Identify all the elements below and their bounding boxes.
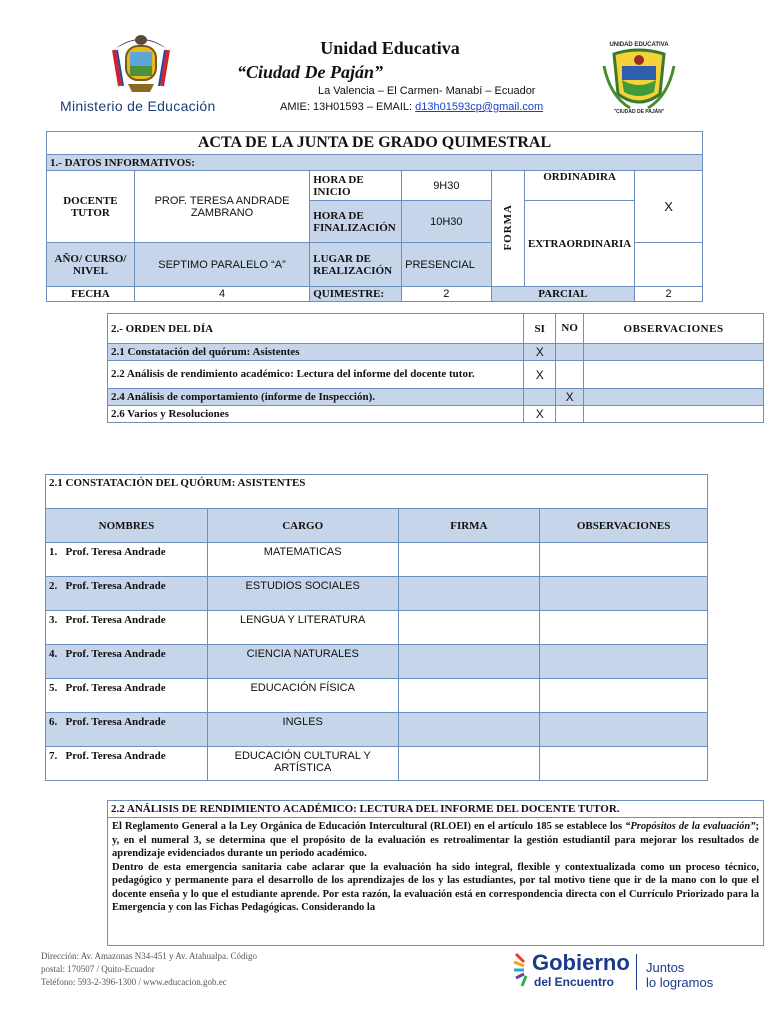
analisis-table bbox=[107, 800, 764, 946]
orden-item-si bbox=[524, 389, 556, 406]
juntos-line-1: Juntos bbox=[646, 960, 685, 975]
quorum-name: 1. Prof. Teresa Andrade bbox=[46, 543, 208, 577]
anio-value: SEPTIMO PARALELO “A” bbox=[134, 243, 309, 287]
quorum-cargo: EDUCACIÓN CULTURAL Y ARTÍSTICA bbox=[207, 747, 398, 781]
juntos-line-2: lo logramos bbox=[646, 975, 714, 990]
quorum-firma[interactable] bbox=[398, 543, 540, 577]
orden-item-observacion bbox=[584, 389, 764, 406]
hora-inicio-value: 9H30 bbox=[402, 171, 491, 201]
quorum-observacion[interactable] bbox=[540, 747, 708, 781]
col-observaciones: OBSERVACIONES bbox=[584, 314, 764, 344]
quorum-name: 2. Prof. Teresa Andrade bbox=[46, 577, 208, 611]
parcial-label: PARCIAL bbox=[491, 287, 635, 302]
quorum-name: 5. Prof. Teresa Andrade bbox=[46, 679, 208, 713]
fecha-label: FECHA bbox=[47, 287, 135, 302]
quorum-observacion[interactable] bbox=[540, 713, 708, 747]
quorum-observacion[interactable] bbox=[540, 611, 708, 645]
orden-item-si: X bbox=[524, 361, 556, 389]
quorum-cargo: EDUCACIÓN FÍSICA bbox=[207, 679, 398, 713]
footer-address bbox=[41, 950, 321, 989]
quorum-table bbox=[45, 474, 708, 781]
parcial-value: 2 bbox=[635, 287, 703, 302]
del-encuentro-word: del Encuentro bbox=[534, 975, 615, 989]
section-datos-title: 1.- DATOS INFORMATIVOS: bbox=[47, 155, 703, 171]
quorum-row bbox=[46, 679, 708, 713]
school-title: Unidad Educativa bbox=[320, 38, 460, 58]
logo-divider bbox=[636, 954, 637, 990]
footer-line-2: postal: 170507 / Quito-Ecuador bbox=[41, 964, 155, 974]
emblem-text-bottom: "CIUDAD DE PAJÁN" bbox=[613, 109, 665, 115]
hora-fin-label: HORA DE FINALIZACIÓN bbox=[310, 201, 402, 243]
quorum-firma[interactable] bbox=[398, 747, 540, 781]
footer-line-1: Dirección: Av. Amazonas N34-451 y Av. Atahualpa. Código bbox=[41, 951, 257, 961]
hora-inicio-label: HORA DE INICIO bbox=[310, 171, 402, 201]
lugar-value: PRESENCIAL bbox=[402, 243, 491, 287]
anio-label: AÑO/ CURSO/ NIVEL bbox=[47, 243, 135, 287]
quorum-cargo: INGLES bbox=[207, 713, 398, 747]
hora-fin-value: 10H30 bbox=[402, 201, 491, 243]
quorum-header-cell: OBSERVACIONES bbox=[540, 509, 708, 543]
quorum-cargo: LENGUA Y LITERATURA bbox=[207, 611, 398, 645]
col-si: SI bbox=[524, 314, 556, 344]
analisis-p2: Dentro de esta emergencia sanitaria cabe aclarar que la evaluación ha sido integral, flexible y contextualizada como un proceso técnico, pedagógico y permanente para el desarrollo de los aprendizajes de los y las estudiantes, por tal motivo tiene que ir de la mano con lo que el docente enseña y lo que el estudiante aprende. Por esta razón, la evaluación está en correspondencia directa con el Currículo Priorizado para la Emergencia y con las Fichas Pedagógicas. Considerando la bbox=[112, 861, 759, 913]
quorum-observacion[interactable] bbox=[540, 577, 708, 611]
quorum-row bbox=[46, 611, 708, 645]
orden-item-si: X bbox=[524, 344, 556, 361]
quorum-observacion[interactable] bbox=[540, 543, 708, 577]
gobierno-logo bbox=[512, 940, 727, 996]
analisis-p1-start: El Reglamento General a la Ley Orgánica de Educación Intercultural (RLOEI) en el artículo 185 se establece los bbox=[112, 821, 626, 832]
extraordinaria-label: EXTRAORDINARIA bbox=[524, 201, 634, 287]
orden-row bbox=[108, 344, 764, 361]
school-emblem-icon bbox=[600, 36, 678, 116]
analisis-p1-emphasis: “Propósitos de la evaluación” bbox=[625, 821, 756, 832]
orden-item-text: 2.4 Análisis de comportamiento (informe de Inspección). bbox=[108, 389, 524, 406]
quimestre-label: QUIMESTRE: bbox=[310, 287, 402, 302]
quorum-observacion[interactable] bbox=[540, 645, 708, 679]
analisis-body bbox=[108, 818, 764, 946]
quorum-observacion[interactable] bbox=[540, 679, 708, 713]
lugar-label: LUGAR DE REALIZACIÓN bbox=[310, 243, 402, 287]
orden-item-no bbox=[556, 361, 584, 389]
quorum-row bbox=[46, 645, 708, 679]
orden-item-si: X bbox=[524, 406, 556, 423]
orden-item-no: X bbox=[556, 389, 584, 406]
school-name: “Ciudad De Paján” bbox=[236, 62, 383, 82]
orden-item-observacion bbox=[584, 344, 764, 361]
quorum-name: 4. Prof. Teresa Andrade bbox=[46, 645, 208, 679]
quorum-header-cell: CARGO bbox=[207, 509, 398, 543]
orden-title: 2.- ORDEN DEL DÍA bbox=[108, 314, 524, 344]
orden-item-text: 2.2 Análisis de rendimiento académico: Lectura del informe del docente tutor. bbox=[108, 361, 524, 389]
col-no: NO bbox=[556, 314, 584, 344]
quorum-row bbox=[46, 713, 708, 747]
quorum-header-cell: FIRMA bbox=[398, 509, 540, 543]
analisis-title: 2.2 ANÁLISIS DE RENDIMIENTO ACADÉMICO: LECTURA DEL INFORME DEL DOCENTE TUTOR. bbox=[108, 801, 764, 818]
email-link[interactable]: d13h01593cp@gmail.com bbox=[415, 101, 544, 113]
orden-del-dia-table bbox=[107, 313, 764, 423]
orden-item-text: 2.1 Constatación del quórum: Asistentes bbox=[108, 344, 524, 361]
quorum-cargo: ESTUDIOS SOCIALES bbox=[207, 577, 398, 611]
docente-label: DOCENTE TUTOR bbox=[47, 171, 135, 243]
quorum-firma[interactable] bbox=[398, 611, 540, 645]
quorum-firma[interactable] bbox=[398, 713, 540, 747]
quorum-row bbox=[46, 577, 708, 611]
forma-label: FORMA bbox=[501, 203, 514, 251]
orden-row bbox=[108, 361, 764, 389]
juntos-slogan bbox=[646, 960, 713, 990]
quorum-firma[interactable] bbox=[398, 679, 540, 713]
quorum-name: 3. Prof. Teresa Andrade bbox=[46, 611, 208, 645]
orden-item-no bbox=[556, 344, 584, 361]
quorum-name: 7. Prof. Teresa Andrade bbox=[46, 747, 208, 781]
ecuador-coat-of-arms-icon bbox=[106, 30, 176, 96]
quorum-cargo: MATEMATICAS bbox=[207, 543, 398, 577]
analisis-p1-end: ; y, en el numeral 3, se determina que el propósito de la evaluación es retroalimentar la gestión estudiantil para mejorar los resultados de aprendizaje evidenciados durante un periodo académico. bbox=[112, 821, 759, 859]
emblem-text-top: UNIDAD EDUCATIVA bbox=[609, 42, 669, 48]
school-contact bbox=[280, 101, 543, 113]
orden-row bbox=[108, 389, 764, 406]
quorum-row bbox=[46, 747, 708, 781]
quorum-row bbox=[46, 543, 708, 577]
ministry-name: Ministerio de Educación bbox=[60, 98, 216, 114]
school-address: La Valencia – El Carmen- Manabí – Ecuador bbox=[318, 85, 536, 97]
fecha-value: 4 bbox=[134, 287, 309, 302]
quimestre-value: 2 bbox=[402, 287, 491, 302]
gobierno-word: Gobierno bbox=[532, 950, 630, 975]
quorum-firma[interactable] bbox=[398, 645, 540, 679]
orden-item-observacion bbox=[584, 406, 764, 423]
acta-title: ACTA DE LA JUNTA DE GRADO QUIMESTRAL bbox=[47, 132, 703, 155]
orden-item-observacion bbox=[584, 361, 764, 389]
acta-info-table bbox=[46, 131, 703, 302]
docente-value: PROF. TERESA ANDRADE ZAMBRANO bbox=[134, 171, 309, 243]
amie-code: AMIE: 13H01593 – EMAIL: bbox=[280, 101, 416, 113]
ordinaria-mark: X bbox=[635, 171, 703, 243]
quorum-title: 2.1 CONSTATACIÓN DEL QUÓRUM: ASISTENTES bbox=[46, 475, 708, 509]
footer-line-3: Teléfono: 593-2-396-1300 / www.educacion.gob.ec bbox=[41, 977, 227, 987]
orden-item-text: 2.6 Varios y Resoluciones bbox=[108, 406, 524, 423]
quorum-cargo: CIENCIA NATURALES bbox=[207, 645, 398, 679]
quorum-firma[interactable] bbox=[398, 577, 540, 611]
ordinaria-label: ORDINADIRA bbox=[524, 171, 634, 201]
quorum-header-cell: NOMBRES bbox=[46, 509, 208, 543]
orden-row bbox=[108, 406, 764, 423]
orden-item-no bbox=[556, 406, 584, 423]
extraordinaria-mark bbox=[635, 243, 703, 287]
quorum-name: 6. Prof. Teresa Andrade bbox=[46, 713, 208, 747]
